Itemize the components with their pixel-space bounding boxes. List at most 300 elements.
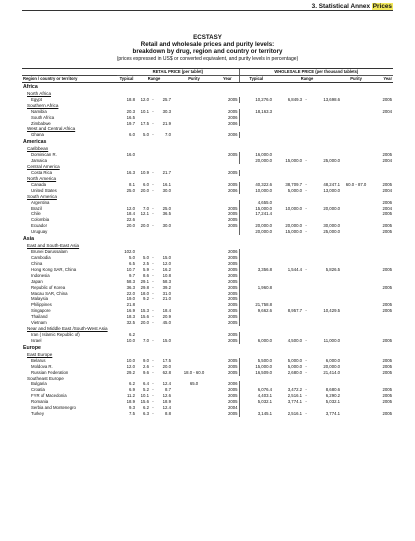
retail-range-high: 30.3	[162, 108, 171, 114]
country-name: Hong Kong SAR, China	[31, 266, 77, 272]
wholesale-range-low: 5,000.0	[287, 363, 303, 369]
retail-range-high: 21.7	[162, 170, 171, 176]
col-retail-purity: Purity	[172, 75, 216, 82]
wholesale-year: 2005	[382, 181, 393, 187]
retail-typical: 6.2	[129, 381, 135, 387]
country-name: Philippines	[31, 302, 52, 308]
retail-range-dash: -	[152, 181, 154, 187]
retail-typical: 16.3	[126, 170, 135, 176]
wholesale-range-high: 30,000.0	[323, 223, 341, 229]
retail-year: 2005	[228, 255, 238, 261]
country-name: Japan	[31, 278, 43, 284]
country-name: Iran ( Islamic Republic of)	[31, 331, 80, 337]
retail-range-high: 15.0	[162, 337, 171, 343]
country-name: Dominican R.	[31, 152, 57, 158]
wholesale-range-dash: -	[305, 410, 307, 416]
region-name: West and Central Africa	[27, 126, 76, 132]
retail-range-dash: -	[152, 284, 154, 290]
retail-range-low: 10.1	[140, 393, 149, 399]
retail-range-dash: -	[152, 290, 154, 296]
retail-year: 2005	[228, 217, 238, 223]
retail-range-dash: -	[152, 363, 154, 369]
country-name: Ghana	[31, 132, 44, 138]
retail-typical: 19.7	[126, 120, 135, 126]
retail-typical: 10.0	[126, 357, 135, 363]
wholesale-year: 2005	[382, 357, 393, 363]
column-group-header	[22, 69, 393, 76]
wholesale-typical: 20,000.0	[239, 158, 273, 164]
retail-year: 2005	[228, 290, 238, 296]
retail-year: 2005	[228, 399, 238, 405]
retail-typical: 32.5	[126, 320, 135, 326]
continent-name: Americas	[23, 139, 47, 146]
wholesale-range-high: 11,000.0	[323, 337, 341, 343]
region-name: South America	[27, 193, 57, 199]
retail-range-high: 25.0	[162, 205, 171, 211]
wholesale-group-header: WHOLESALE PRICE (per thousand tablets)	[239, 69, 393, 76]
retail-year: 2005	[228, 108, 238, 114]
wholesale-typical: 21,758.8	[239, 302, 273, 308]
wholesale-range-low: 3,774.1	[287, 399, 303, 405]
wholesale-typical: 4,655.0	[239, 200, 273, 206]
retail-year: 2005	[228, 410, 238, 416]
wholesale-range-low: 15,000.0	[285, 229, 303, 235]
country-name: Republic of Korea	[31, 284, 66, 290]
wholesale-range-dash: -	[305, 96, 307, 102]
retail-typical: 20.0	[126, 223, 135, 229]
wholesale-typical: 16,509.0	[239, 370, 273, 376]
price-table	[22, 68, 393, 417]
country-name: Brazil	[31, 205, 42, 211]
retail-range-low: 6.4	[143, 381, 149, 387]
section-highlight: Prices	[372, 3, 392, 10]
retail-range-high: 8.8	[165, 410, 171, 416]
region-name: North Africa	[27, 91, 51, 97]
wholesale-range-low: 8,957.7	[287, 308, 303, 314]
retail-purity: 18.0 - 60.0	[183, 369, 205, 375]
wholesale-range-dash: -	[305, 158, 307, 164]
region-name: Central America	[27, 164, 60, 170]
country-name: FYR of Macedonia	[31, 393, 67, 399]
retail-range-low: 12.0	[140, 96, 149, 102]
retail-range-high: 31.0	[162, 290, 171, 296]
retail-range-low: 6.2	[143, 405, 149, 411]
retail-typical: 29.2	[126, 369, 135, 375]
retail-year: 2005	[228, 314, 238, 320]
wholesale-typical: 18,163.3	[239, 109, 273, 115]
retail-range-high: 62.8	[162, 369, 171, 375]
retail-range-low: 9.6	[143, 369, 149, 375]
wholesale-range-high: 3,774.1	[325, 410, 341, 416]
country-name: Vietnam	[31, 320, 47, 326]
retail-year: 2005	[228, 337, 238, 343]
retail-range-low: 10.9	[140, 170, 149, 176]
retail-range-high: 7.0	[165, 132, 171, 138]
retail-range-high: 30.0	[162, 223, 171, 229]
retail-year: 2006	[228, 132, 238, 138]
continent-name: Europe	[23, 344, 41, 351]
country-name: Indonesia	[31, 272, 50, 278]
wholesale-year: 2005	[382, 211, 393, 217]
retail-year: 2005	[228, 357, 238, 363]
wholesale-year: 2005	[382, 308, 393, 314]
retail-range-high: 16.1	[162, 181, 171, 187]
continent-row	[22, 82, 393, 91]
retail-range-dash: -	[152, 272, 154, 278]
col-country: Region / country or territory	[22, 75, 117, 82]
retail-year: 2006	[228, 187, 238, 193]
retail-range-high: 30.0	[162, 187, 171, 193]
country-name: Thailand	[31, 314, 48, 320]
country-name: Malaysia	[31, 296, 48, 302]
country-name: Russian Federation	[31, 369, 69, 375]
wholesale-range-high: 8,680.6	[325, 387, 341, 393]
retail-range-dash: -	[152, 278, 154, 284]
wholesale-range-dash: -	[305, 223, 307, 229]
retail-year: 2005	[228, 284, 238, 290]
wholesale-range-low: 6,849.3	[287, 96, 303, 102]
retail-range-dash: -	[152, 96, 154, 102]
country-name: Moldova R.	[31, 363, 53, 369]
retail-range-low: 7.0	[143, 337, 149, 343]
country-name: Uruguay	[31, 229, 48, 235]
country-name: China	[31, 260, 43, 266]
wholesale-range-low: 4,500.0	[287, 337, 303, 343]
retail-range-low: 9.0	[143, 357, 149, 363]
retail-range-low: 29.1	[140, 278, 149, 284]
wholesale-range-dash: -	[305, 393, 307, 399]
retail-year: 2005	[228, 369, 238, 375]
retail-range-dash: -	[152, 108, 154, 114]
retail-purity	[172, 411, 216, 417]
retail-range-dash: -	[152, 357, 154, 363]
wholesale-typical: 3,356.8	[239, 267, 273, 273]
retail-range-low: 10.1	[140, 108, 149, 114]
retail-range-low: 20.0	[140, 223, 149, 229]
retail-range-dash: -	[152, 223, 154, 229]
retail-purity: 65.0	[189, 381, 199, 387]
retail-typical: 10.0	[126, 337, 135, 343]
retail-year: 2005	[228, 181, 238, 187]
retail-typical: 16.9	[126, 308, 135, 314]
wholesale-range-dash: -	[305, 308, 307, 314]
retail-typical: 18.4	[126, 211, 135, 217]
wholesale-typical: 40,322.6	[239, 182, 273, 188]
retail-typical: 18.3	[126, 314, 135, 320]
retail-typical: 5.0	[129, 255, 135, 261]
continent-row	[22, 235, 393, 243]
region-name: Near and Middle East /South-West Asia	[27, 325, 108, 331]
wholesale-typical: 6,000.0	[239, 338, 273, 344]
retail-year: 2005	[228, 278, 238, 284]
retail-range-dash: -	[152, 260, 154, 266]
col-wholesale-range: Range	[273, 75, 341, 82]
retail-range-high: 36.5	[162, 211, 171, 217]
country-name: Canada	[31, 181, 47, 187]
wholesale-typical: 10,000.0	[239, 188, 273, 194]
country-name: Zimbabwe	[31, 120, 51, 126]
wholesale-year: 2004	[382, 187, 393, 193]
wholesale-typical: 3,145.1	[239, 411, 273, 417]
retail-range-dash: -	[152, 120, 154, 126]
wholesale-range-high: 6,290.2	[325, 393, 341, 399]
retail-year: 2005	[228, 272, 238, 278]
col-retail-range: Range	[136, 75, 172, 82]
retail-range-dash: -	[152, 187, 154, 193]
wholesale-typical: 1,960.8	[239, 285, 273, 291]
retail-range-high: 17.5	[162, 357, 171, 363]
retail-typical: 9.7	[129, 272, 135, 278]
retail-typical: 6.9	[129, 387, 135, 393]
retail-year: 2005	[228, 308, 238, 314]
retail-range-high: 18.9	[162, 399, 171, 405]
retail-typical: 8.1	[129, 181, 135, 187]
section-number: 3. Statistical Annex	[311, 3, 371, 10]
wholesale-typical: 10,276.0	[239, 97, 273, 103]
wholesale-range-low: 10,000.0	[285, 205, 303, 211]
retail-range-high: 12.0	[162, 260, 171, 266]
retail-typical: 19.0	[126, 296, 135, 302]
country-name: Romania	[31, 399, 49, 405]
retail-range-low: 17.5	[140, 120, 149, 126]
wholesale-typical: 15,000.0	[239, 206, 273, 212]
retail-range-high: 39.2	[162, 284, 171, 290]
retail-typical: 9.3	[129, 405, 135, 411]
retail-year: 2005	[228, 331, 238, 337]
retail-range-low: 20.0	[140, 187, 149, 193]
wholesale-year: 2005	[382, 284, 393, 290]
retail-range-dash: -	[152, 308, 154, 314]
col-retail-year: Year	[216, 75, 239, 82]
retail-year: 2006	[228, 249, 238, 255]
wholesale-range-high: 13,698.6	[323, 96, 341, 102]
region-name: East and South-East Asia	[27, 243, 80, 249]
retail-range-low: 15.6	[140, 399, 149, 405]
retail-range-dash: -	[152, 314, 154, 320]
country-name: Bulgaria	[31, 381, 47, 387]
retail-range-dash: -	[152, 399, 154, 405]
wholesale-year: 2005	[382, 363, 393, 369]
country-name: Egypt	[31, 96, 42, 102]
country-name: Colombia	[31, 217, 50, 223]
wholesale-range-low: 5,000.0	[287, 357, 303, 363]
country-name: Macau SAR, China	[31, 290, 68, 296]
wholesale-range-high: 25,000.0	[323, 229, 341, 235]
retail-range-low: 29.8	[140, 284, 149, 290]
wholesale-range-high: 5,826.5	[325, 266, 341, 272]
table-body	[22, 82, 393, 417]
wholesale-typical: 20,000.0	[239, 223, 273, 229]
table-title-line2: Retail and wholesale prices and purity levels:	[140, 41, 275, 48]
retail-range-low: 8.6	[143, 272, 149, 278]
col-retail-typical: Typical	[117, 75, 136, 82]
table-title-line3: breakdown by drug, region and country or territory	[132, 48, 283, 55]
retail-typical: 22.0	[126, 290, 135, 296]
retail-range-low: 18.0	[140, 290, 149, 296]
retail-range-dash: -	[152, 405, 154, 411]
retail-range-dash: -	[152, 205, 154, 211]
retail-year: 2005	[228, 296, 238, 302]
wholesale-year: 2005	[382, 410, 393, 416]
retail-range-low: 15.3	[140, 308, 149, 314]
wholesale-range-low: 20,000.0	[285, 223, 303, 229]
retail-year: 2005	[228, 302, 238, 308]
retail-year: 2005	[228, 223, 238, 229]
wholesale-range-dash: -	[305, 181, 307, 187]
wholesale-year: 2006	[382, 199, 393, 205]
wholesale-range-high: 21,414.0	[323, 369, 341, 375]
country-name: Argentina	[31, 199, 50, 205]
country-name: Jamaica	[31, 158, 48, 164]
wholesale-range-high: 25,000.0	[323, 158, 341, 164]
wholesale-range-dash: -	[305, 205, 307, 211]
retail-year: 2005	[228, 205, 238, 211]
wholesale-range-high: 10,429.5	[323, 308, 341, 314]
wholesale-range-dash: -	[305, 387, 307, 393]
retail-range-dash: -	[152, 211, 154, 217]
retail-range-low: 20.0	[140, 320, 149, 326]
wholesale-range-high: 5,032.1	[325, 399, 341, 405]
retail-range-high: 8.7	[165, 387, 171, 393]
retail-typical: 16.5	[126, 114, 135, 120]
region-name: East Europe	[27, 351, 53, 357]
retail-year: 2005	[228, 152, 238, 158]
retail-range-dash: -	[152, 266, 154, 272]
wholesale-year: 2005	[382, 387, 393, 393]
retail-range-dash: -	[152, 296, 154, 302]
wholesale-year: 2005	[382, 393, 393, 399]
retail-range-high: 18.4	[162, 308, 171, 314]
wholesale-range-high: 20,000.0	[323, 363, 341, 369]
retail-typical: 25.0	[126, 187, 135, 193]
retail-range-low: 2.6	[143, 363, 149, 369]
wholesale-range-low: 3,472.2	[287, 387, 303, 393]
retail-range-high: 21.0	[162, 296, 171, 302]
retail-year: 2005	[228, 363, 238, 369]
retail-range-low: 5.2	[143, 387, 149, 393]
retail-year: 2004	[228, 405, 238, 411]
wholesale-purity: 60.0 - 87.0	[345, 181, 367, 187]
wholesale-typical: 17,241.4	[239, 211, 273, 217]
retail-range-low: 15.6	[140, 314, 149, 320]
retail-range-low: 5.0	[143, 132, 149, 138]
country-name: Singapore	[31, 308, 51, 314]
retail-year: 2005	[228, 393, 238, 399]
retail-typical: 36.3	[126, 284, 135, 290]
wholesale-typical: 6,076.4	[239, 387, 273, 393]
wholesale-range-dash: -	[305, 337, 307, 343]
retail-range-high: 20.0	[162, 363, 171, 369]
retail-range-dash: -	[152, 337, 154, 343]
retail-typical: 10.7	[126, 266, 135, 272]
retail-range-low: 5.0	[143, 255, 149, 261]
column-header-row	[22, 75, 393, 82]
wholesale-year: 2004	[382, 158, 393, 164]
retail-typical: 16.0	[126, 152, 135, 158]
retail-year: 2005	[228, 170, 238, 176]
table-row	[22, 411, 393, 417]
continent-name: Asia	[23, 236, 34, 243]
region-name: Southeast Europe	[27, 375, 64, 381]
retail-range-low: 9.2	[143, 296, 149, 302]
wholesale-range-dash: -	[305, 369, 307, 375]
wholesale-year: 2005	[382, 223, 393, 229]
retail-range-low: 2.5	[143, 260, 149, 266]
wholesale-range-dash: -	[305, 357, 307, 363]
wholesale-year: 2005	[382, 302, 393, 308]
retail-typical: 6.2	[129, 331, 135, 337]
wholesale-range-low: 38,709.7	[285, 181, 303, 187]
retail-year: 2006	[228, 381, 238, 387]
wholesale-typical: 4,403.1	[239, 393, 273, 399]
country-name: Ecuador	[31, 223, 48, 229]
wholesale-year: 2005	[382, 399, 393, 405]
wholesale-year: 2005	[382, 96, 393, 102]
wholesale-year: 2005	[382, 152, 393, 158]
retail-range-high: 58.3	[162, 278, 171, 284]
retail-typical: 12.0	[126, 205, 135, 211]
retail-range-dash: -	[152, 369, 154, 375]
retail-typical: 18.8	[126, 96, 135, 102]
retail-range-dash: -	[152, 393, 154, 399]
retail-year: 2005	[228, 211, 238, 217]
wholesale-typical: 5,500.0	[239, 358, 273, 364]
retail-range-high: 45.0	[162, 320, 171, 326]
wholesale-typical: 15,000.0	[239, 364, 273, 370]
continent-row	[22, 138, 393, 146]
country-name: Namibia	[31, 108, 47, 114]
retail-typical: 20.3	[126, 108, 135, 114]
table-title: ECSTASY	[193, 34, 222, 41]
country-name: South Africa	[31, 114, 55, 120]
wholesale-range-low: 1,544.4	[287, 266, 303, 272]
region-name: Southern Africa	[27, 102, 59, 108]
wholesale-range-high: 20,000.0	[323, 205, 341, 211]
country-name: Chile	[31, 211, 41, 217]
retail-range-low: 7.0	[143, 205, 149, 211]
retail-range-high: 25.7	[162, 96, 171, 102]
country-name: Costa Rica	[31, 170, 53, 176]
retail-year: 2005	[228, 320, 238, 326]
retail-year: 2005	[228, 387, 238, 393]
continent-row	[22, 344, 393, 352]
retail-typical: 22.6	[126, 217, 135, 223]
wholesale-range-dash: -	[305, 363, 307, 369]
retail-typical: 12.0	[126, 363, 135, 369]
wholesale-year: 2005	[382, 369, 393, 375]
col-wholesale-purity: Purity	[341, 75, 371, 82]
wholesale-range-low: 2,516.1	[287, 410, 303, 416]
retail-year: 2006	[228, 114, 238, 120]
wholesale-purity	[341, 411, 371, 417]
retail-year: 2005	[228, 96, 238, 102]
retail-typical: 18.9	[126, 399, 135, 405]
wholesale-typical: 16,000.0	[239, 152, 273, 158]
wholesale-year: 2005	[382, 229, 393, 235]
retail-range-high: 20.9	[162, 314, 171, 320]
country-name: Croatia	[31, 387, 45, 393]
retail-range-dash: -	[152, 387, 154, 393]
retail-typical: 58.3	[126, 278, 135, 284]
wholesale-range-dash: -	[305, 187, 307, 193]
wholesale-range-low: 2,516.1	[287, 393, 303, 399]
wholesale-range-high: 48,247.1	[323, 181, 341, 187]
col-wholesale-year: Year	[371, 75, 393, 82]
wholesale-year: 2005	[382, 337, 393, 343]
wholesale-typical: 20,000.0	[239, 229, 273, 235]
retail-group-header: RETAIL PRICE (per tablet)	[117, 69, 239, 76]
region-name: Caribbean	[27, 146, 49, 152]
